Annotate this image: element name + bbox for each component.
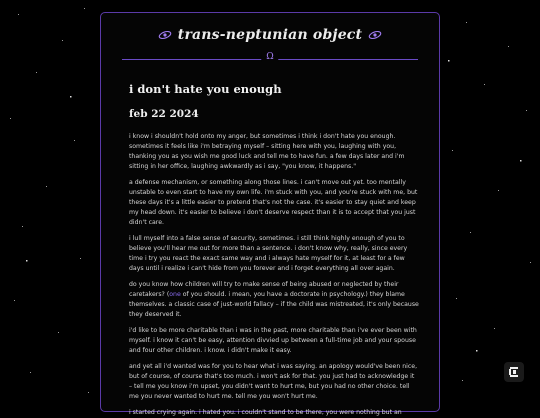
post-paragraph xyxy=(129,280,419,320)
omega-glyph-icon: Ω xyxy=(261,52,278,62)
blog-post-card xyxy=(100,12,440,416)
post-paragraph: i started crying again. i hated you. i couldn't stand to be there, you were nothing but an xyxy=(129,409,402,416)
inline-link[interactable]: one xyxy=(169,291,181,298)
site-header xyxy=(101,13,439,64)
post-paragraph: i know i shouldn't hold onto my anger, but sometimes i think i don't hate you enough. sometimes it feels like i'm betraying myself – sitting here with you, laughing with you, thanking you as you wish me good luck and tell me to have fun. a few days later and i'm sitting in her office, laughing awkwardly as i say, "you know, it happens." xyxy=(129,133,405,170)
theme-toggle-button[interactable] xyxy=(504,362,524,382)
post-body xyxy=(129,132,419,418)
site-title-text: trans-neptunian object xyxy=(177,27,363,43)
paragraph-text: of you should. i mean, you have a doctorate in psychology.) they blame themselves. a classic case of just-world fallacy – if the child was mistreated, it's only because they deserved it. xyxy=(129,291,419,318)
site-title[interactable] xyxy=(158,27,382,43)
header-divider xyxy=(122,54,418,64)
moon-icon xyxy=(507,365,521,379)
post-paragraph: i'd like to be more charitable than i was in the past, more charitable than i've ever been with myself. i know it can't be easy, attention divvied up between a full-time job and your spouse and four other children. i know. i didn't make it easy. xyxy=(129,327,417,354)
post-date: feb 22 2024 xyxy=(129,108,199,120)
post-paragraph: a defense mechanism, or something along those lines. i can't move out yet. too mentally unstable to even start to have my own life. i'm stuck with you, and you're stuck with me, but these days it's a little easier to pretend that's not the case. it's easier to stay quiet and keep my head down. it's easier to believe i don't deserve respect than it is to accept that you just didn't care. xyxy=(129,179,418,226)
orbit-icon xyxy=(158,30,172,40)
post-paragraph: and yet all i'd wanted was for you to hear what i was saying. an apology would've been nice, but of course, of course that's too much. i won't ask for that. you just had to acknowledge it – tell me you know i'm upset, you didn't want to hurt me, but you had no other choice. tell me you never wanted to hurt me. tell me you won't hurt me. xyxy=(129,363,418,400)
paragraph-text: do you know how children will try to make sense of being abused or neglected by their caretakers? ( xyxy=(129,281,399,298)
post-title: i don't hate you enough xyxy=(129,82,282,96)
orbit-icon xyxy=(368,30,382,40)
post-paragraph: i lull myself into a false sense of security, sometimes. i still think highly enough of you to believe you'll hear me out for more than a sentence. i don't know why, really, since every time i try you react the exact same way and i always hate myself for it, at least for a few days until i realize i can't hide from you forever and i forget everything all over again. xyxy=(129,235,408,272)
